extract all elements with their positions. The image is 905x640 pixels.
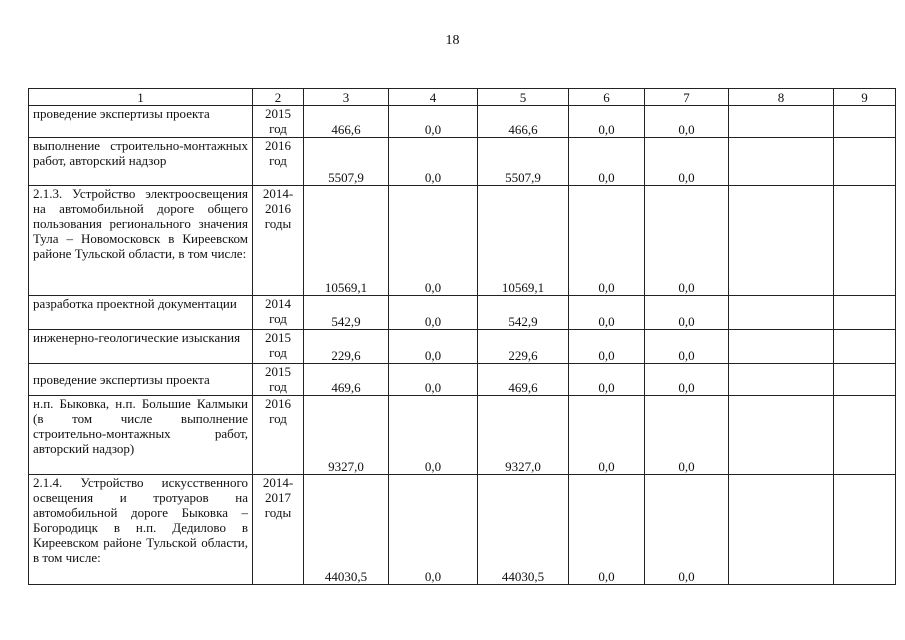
item-period: 2014 год (253, 296, 304, 330)
value-cell: 466,6 (478, 106, 569, 138)
value-cell (729, 475, 834, 585)
value-cell: 0,0 (569, 296, 645, 330)
value-cell: 0,0 (389, 186, 478, 296)
value-cell (729, 296, 834, 330)
value-cell (834, 186, 896, 296)
value-cell: 10569,1 (478, 186, 569, 296)
value-cell: 0,0 (389, 296, 478, 330)
item-period: 2016 год (253, 138, 304, 186)
value-cell: 0,0 (569, 106, 645, 138)
item-name: 2.1.4. Устройство искусственного освещения и тротуаров на автомобильной дороге Быковка – Богородицк в н.п. Дедилово в Киреевском районе Тульской области, в том числе: (29, 475, 253, 585)
table-row (29, 296, 896, 330)
value-cell (834, 106, 896, 138)
value-cell: 44030,5 (304, 475, 389, 585)
column-header: 6 (569, 89, 645, 106)
value-cell: 0,0 (645, 475, 729, 585)
column-header: 5 (478, 89, 569, 106)
value-cell: 0,0 (645, 138, 729, 186)
value-cell: 0,0 (569, 475, 645, 585)
value-cell (729, 330, 834, 364)
value-cell: 229,6 (304, 330, 389, 364)
item-period: 2015 год (253, 106, 304, 138)
value-cell (834, 138, 896, 186)
item-period: 2014-2016 годы (253, 186, 304, 296)
value-cell: 0,0 (569, 364, 645, 396)
column-header: 2 (253, 89, 304, 106)
column-header: 9 (834, 89, 896, 106)
value-cell: 0,0 (645, 330, 729, 364)
value-cell: 10569,1 (304, 186, 389, 296)
value-cell (729, 396, 834, 475)
table-row (29, 475, 896, 585)
column-header: 4 (389, 89, 478, 106)
item-name: проведение экспертизы проекта (29, 106, 253, 138)
page-number: 18 (445, 33, 460, 48)
value-cell (834, 330, 896, 364)
value-cell: 5507,9 (478, 138, 569, 186)
value-cell: 0,0 (645, 186, 729, 296)
item-period: 2014-2017 годы (253, 475, 304, 585)
value-cell: 5507,9 (304, 138, 389, 186)
item-name: выполнение строительно-монтажных работ, авторский надзор (29, 138, 253, 186)
column-header: 3 (304, 89, 389, 106)
value-cell: 466,6 (304, 106, 389, 138)
column-header: 1 (29, 89, 253, 106)
table-row (29, 186, 896, 296)
value-cell: 0,0 (389, 106, 478, 138)
value-cell (834, 364, 896, 396)
value-cell: 9327,0 (478, 396, 569, 475)
budget-table (28, 88, 896, 585)
value-cell: 0,0 (569, 396, 645, 475)
column-header: 8 (729, 89, 834, 106)
table-row (29, 364, 896, 396)
item-period: 2015 год (253, 330, 304, 364)
value-cell: 542,9 (478, 296, 569, 330)
value-cell (729, 186, 834, 296)
value-cell: 0,0 (389, 138, 478, 186)
value-cell: 469,6 (304, 364, 389, 396)
value-cell: 0,0 (569, 186, 645, 296)
item-period: 2016 год (253, 396, 304, 475)
value-cell: 0,0 (389, 330, 478, 364)
value-cell: 0,0 (389, 364, 478, 396)
value-cell: 229,6 (478, 330, 569, 364)
value-cell (834, 296, 896, 330)
item-name: инженерно-геологические изыскания (29, 330, 253, 364)
item-name: разработка проектной документации (29, 296, 253, 330)
value-cell: 9327,0 (304, 396, 389, 475)
value-cell: 44030,5 (478, 475, 569, 585)
table-row (29, 330, 896, 364)
value-cell: 542,9 (304, 296, 389, 330)
item-name: н.п. Быковка, н.п. Большие Калмыки (в том числе выполнение строительно-монтажных работ, авторский надзор) (29, 396, 253, 475)
value-cell: 0,0 (569, 330, 645, 364)
value-cell (729, 364, 834, 396)
table-row (29, 138, 896, 186)
header-row (29, 89, 896, 106)
value-cell: 0,0 (645, 396, 729, 475)
value-cell: 0,0 (645, 106, 729, 138)
value-cell: 0,0 (645, 364, 729, 396)
table-row (29, 106, 896, 138)
column-header: 7 (645, 89, 729, 106)
value-cell (834, 396, 896, 475)
item-period: 2015 год (253, 364, 304, 396)
value-cell: 0,0 (569, 138, 645, 186)
value-cell: 0,0 (389, 396, 478, 475)
value-cell: 0,0 (389, 475, 478, 585)
value-cell (729, 138, 834, 186)
value-cell (834, 475, 896, 585)
item-name: проведение экспертизы проекта (29, 364, 253, 396)
table-row (29, 396, 896, 475)
item-name: 2.1.3. Устройство электроосвещения на автомобильной дороге общего пользования регионального значения Тула – Новомосковск в Киреевском районе Тульской области, в том числе: (29, 186, 253, 296)
value-cell: 0,0 (645, 296, 729, 330)
value-cell: 469,6 (478, 364, 569, 396)
value-cell (729, 106, 834, 138)
